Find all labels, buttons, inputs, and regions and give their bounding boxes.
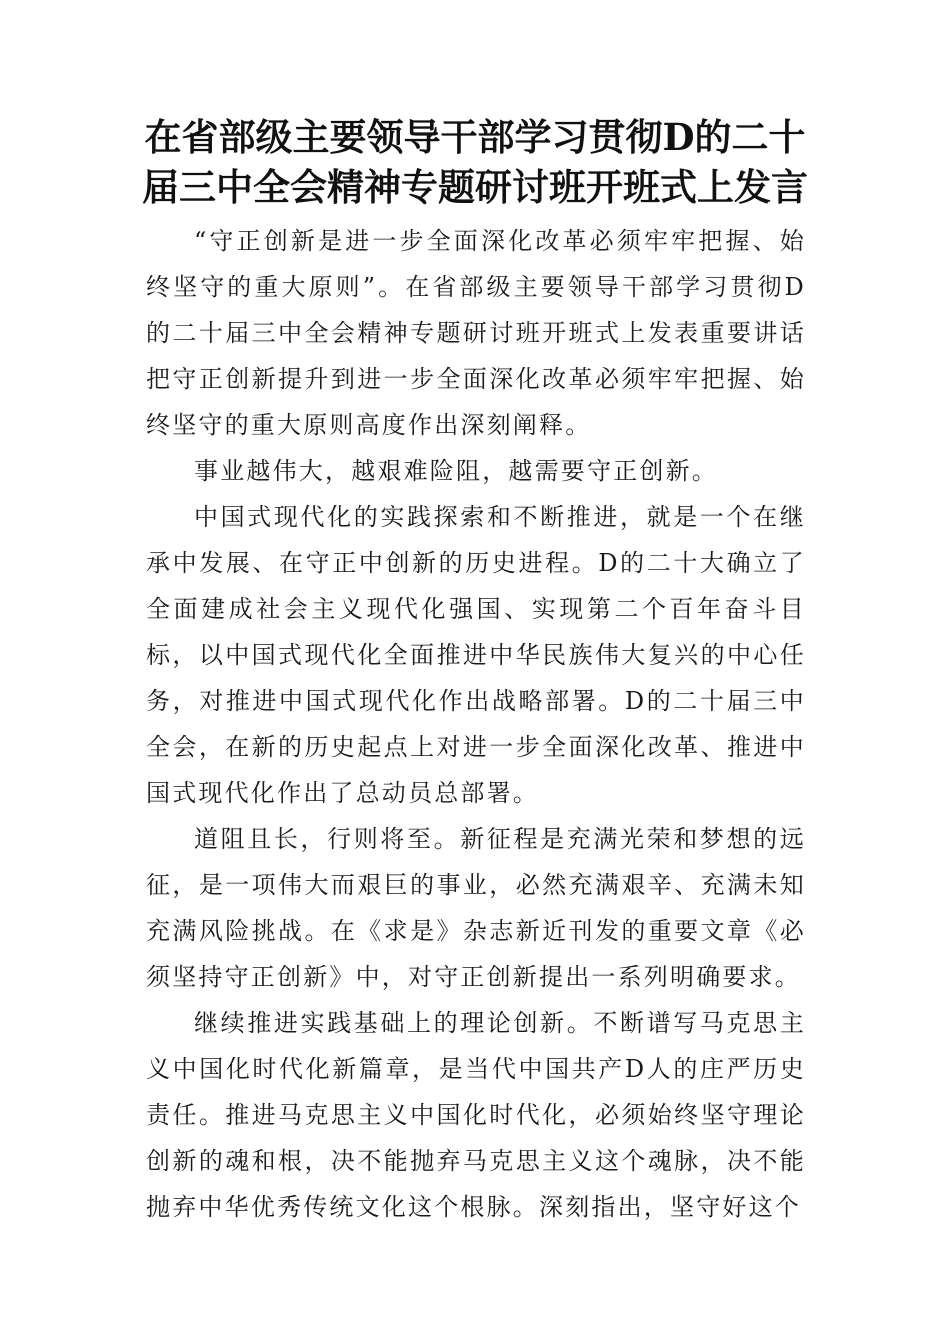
document-title: 在省部级主要领导干部学习贯彻D的二十届三中全会精神专题研讨班开班式上发言 — [142, 115, 808, 209]
paragraph-3: 中国式现代化的实践探索和不断推进，就是一个在继承中发展、在守正中创新的历史进程。D的二十大确立了全面建成社会主义现代化强国、实现第二个百年奋斗目标，以中国式现代化全面推进中华民族伟大复兴的中心任务，对推进中国式现代化作出战略部署。D的二十届三中全会，在新的历史起点上对进一步全面深化改革、推进中国式现代化作出了总动员总部署。 — [146, 503, 806, 807]
paragraph-1: “守正创新是进一步全面深化改革必须牢牢把握、始终坚守的重大原则”。在省部级主要领导干部学习贯彻D的二十届三中全会精神专题研讨班开班式上发表重要讲话把守正创新提升到进一步全面深化改革必须牢牢把握、始终坚守的重大原则高度作出深刻阐释。 — [146, 227, 806, 439]
document-body — [146, 218, 806, 1230]
paragraph-4: 道阻且长，行则将至。新征程是充满光荣和梦想的远征，是一项伟大而艰巨的事业，必然充满艰辛、充满未知充满风险挑战。在《求是》杂志新近刊发的重要文章《必须坚持守正创新》中，对守正创新提出一系列明确要求。 — [146, 825, 806, 991]
paragraph-5: 继续推进实践基础上的理论创新。不断谱写马克思主义中国化时代化新篇章，是当代中国共产D人的庄严历史责任。推进马克思主义中国化时代化，必须始终坚守理论创新的魂和根，决不能抛弃马克思主义这个魂脉，决不能抛弃中华优秀传统文化这个根脉。深刻指出，坚守好这个 — [146, 1009, 806, 1221]
paragraph-2: 事业越伟大，越艰难险阻，越需要守正创新。 — [194, 457, 718, 485]
